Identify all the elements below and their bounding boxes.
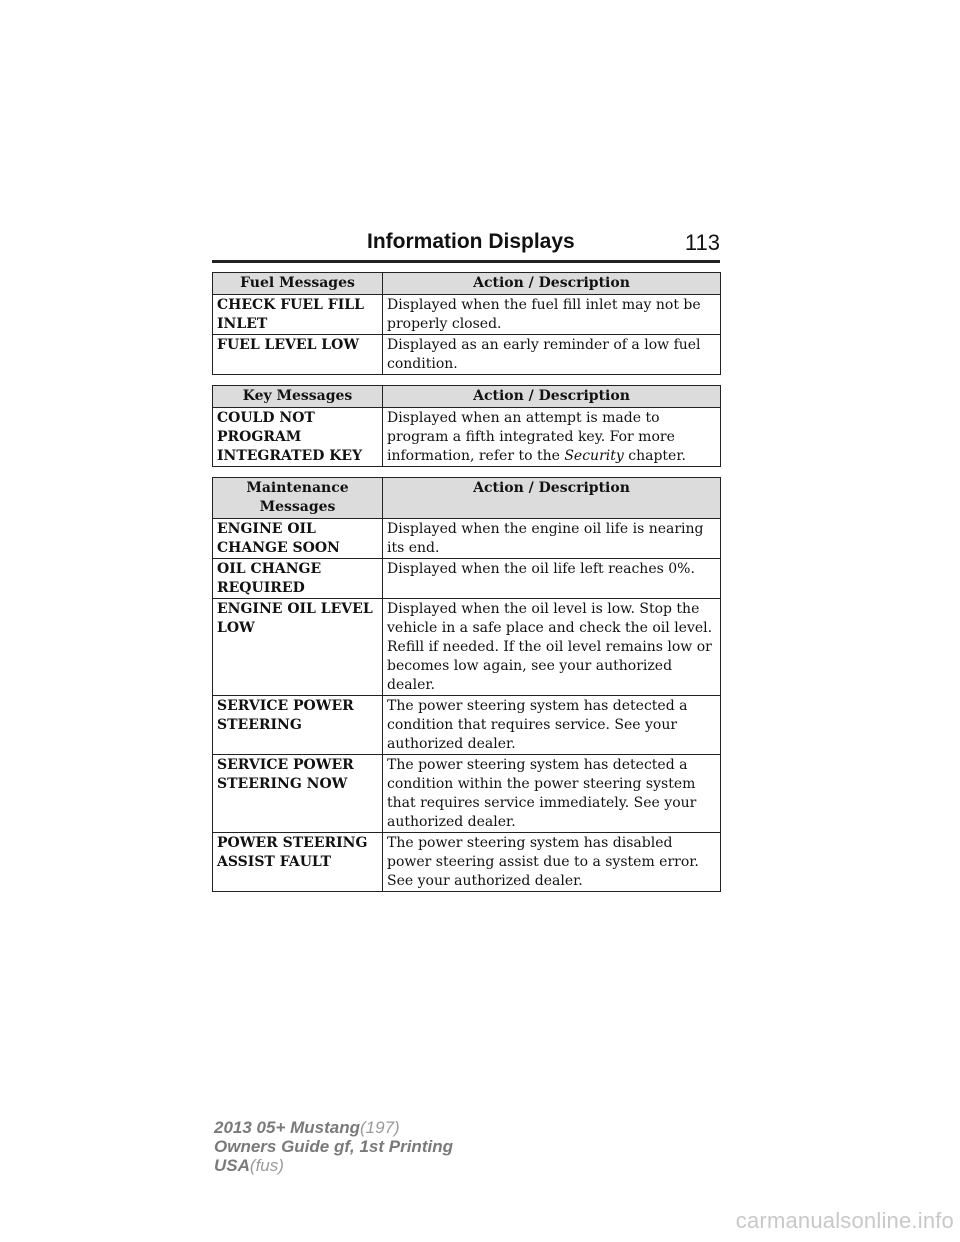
table-row <box>213 335 721 375</box>
table-row <box>213 599 721 696</box>
table-row <box>213 833 721 892</box>
message-description: Displayed as an early reminder of a low fuel condition. <box>383 335 721 375</box>
footer-guide: Owners Guide gf, 1st Printing <box>214 1137 453 1156</box>
table-row <box>213 408 721 467</box>
message-description: Displayed when the engine oil life is nearing its end. <box>383 519 721 559</box>
table-row <box>213 295 721 335</box>
fuel-messages-table <box>212 272 721 375</box>
column-header-messages: Fuel Messages <box>213 273 383 295</box>
message-name: CHECK FUEL FILL INLET <box>213 295 383 335</box>
table-row <box>213 519 721 559</box>
message-description: Displayed when the oil life left reaches 0%. <box>383 559 721 599</box>
maintenance-messages-table <box>212 477 721 892</box>
description-text-end: chapter. <box>623 448 686 464</box>
table-header-row <box>213 273 721 295</box>
page-number: 113 <box>684 230 720 255</box>
table-row <box>213 755 721 833</box>
message-name: FUEL LEVEL LOW <box>213 335 383 375</box>
header-rule <box>212 260 720 263</box>
footer-market-code: (fus) <box>249 1156 284 1175</box>
footer-page-code: (197) <box>360 1118 400 1137</box>
table-header-row <box>213 478 721 519</box>
message-name: OIL CHANGE REQUIRED <box>213 559 383 599</box>
message-name: ENGINE OIL LEVEL LOW <box>213 599 383 696</box>
footer-line-guide <box>214 1137 453 1156</box>
column-header-messages: Key Messages <box>213 386 383 408</box>
table-row <box>213 559 721 599</box>
column-header-action: Action / Description <box>383 478 721 519</box>
message-name: POWER STEERING ASSIST FAULT <box>213 833 383 892</box>
table-row <box>213 696 721 755</box>
key-messages-table <box>212 385 721 467</box>
message-description: Displayed when the fuel fill inlet may not be properly closed. <box>383 295 721 335</box>
footer-line-model <box>214 1118 453 1137</box>
message-name: ENGINE OIL CHANGE SOON <box>213 519 383 559</box>
column-header-messages: Maintenance Messages <box>213 478 383 519</box>
table-header-row <box>213 386 721 408</box>
description-text: Displayed when an attempt is made to program a fifth integrated key. For more information, refer to the <box>387 410 675 464</box>
footer-line-market <box>214 1156 453 1175</box>
message-description: The power steering system has disabled power steering assist due to a system error. See your authorized dealer. <box>383 833 721 892</box>
column-header-action: Action / Description <box>383 273 721 295</box>
message-name: SERVICE POWER STEERING NOW <box>213 755 383 833</box>
print-footer <box>214 1118 453 1175</box>
page-title: Information Displays <box>367 230 575 253</box>
message-name: COULD NOT PROGRAM INTEGRATED KEY <box>213 408 383 467</box>
message-name: SERVICE POWER STEERING <box>213 696 383 755</box>
message-description: Displayed when the oil level is low. Stop the vehicle in a safe place and check the oil level. Refill if needed. If the oil level remains low or becomes low again, see your authorized dealer. <box>383 599 721 696</box>
watermark: carmanualsonline.info <box>735 1208 954 1233</box>
message-description <box>383 408 721 467</box>
message-description: The power steering system has detected a condition within the power steering system that requires service immediately. See your authorized dealer. <box>383 755 721 833</box>
message-description: The power steering system has detected a condition that requires service. See your authorized dealer. <box>383 696 721 755</box>
footer-model: 2013 05+ Mustang <box>214 1118 360 1137</box>
footer-market: USA <box>214 1156 250 1175</box>
message-tables <box>212 272 720 902</box>
security-chapter-reference: Security <box>564 448 624 464</box>
column-header-action: Action / Description <box>383 386 721 408</box>
page-header <box>212 228 720 262</box>
